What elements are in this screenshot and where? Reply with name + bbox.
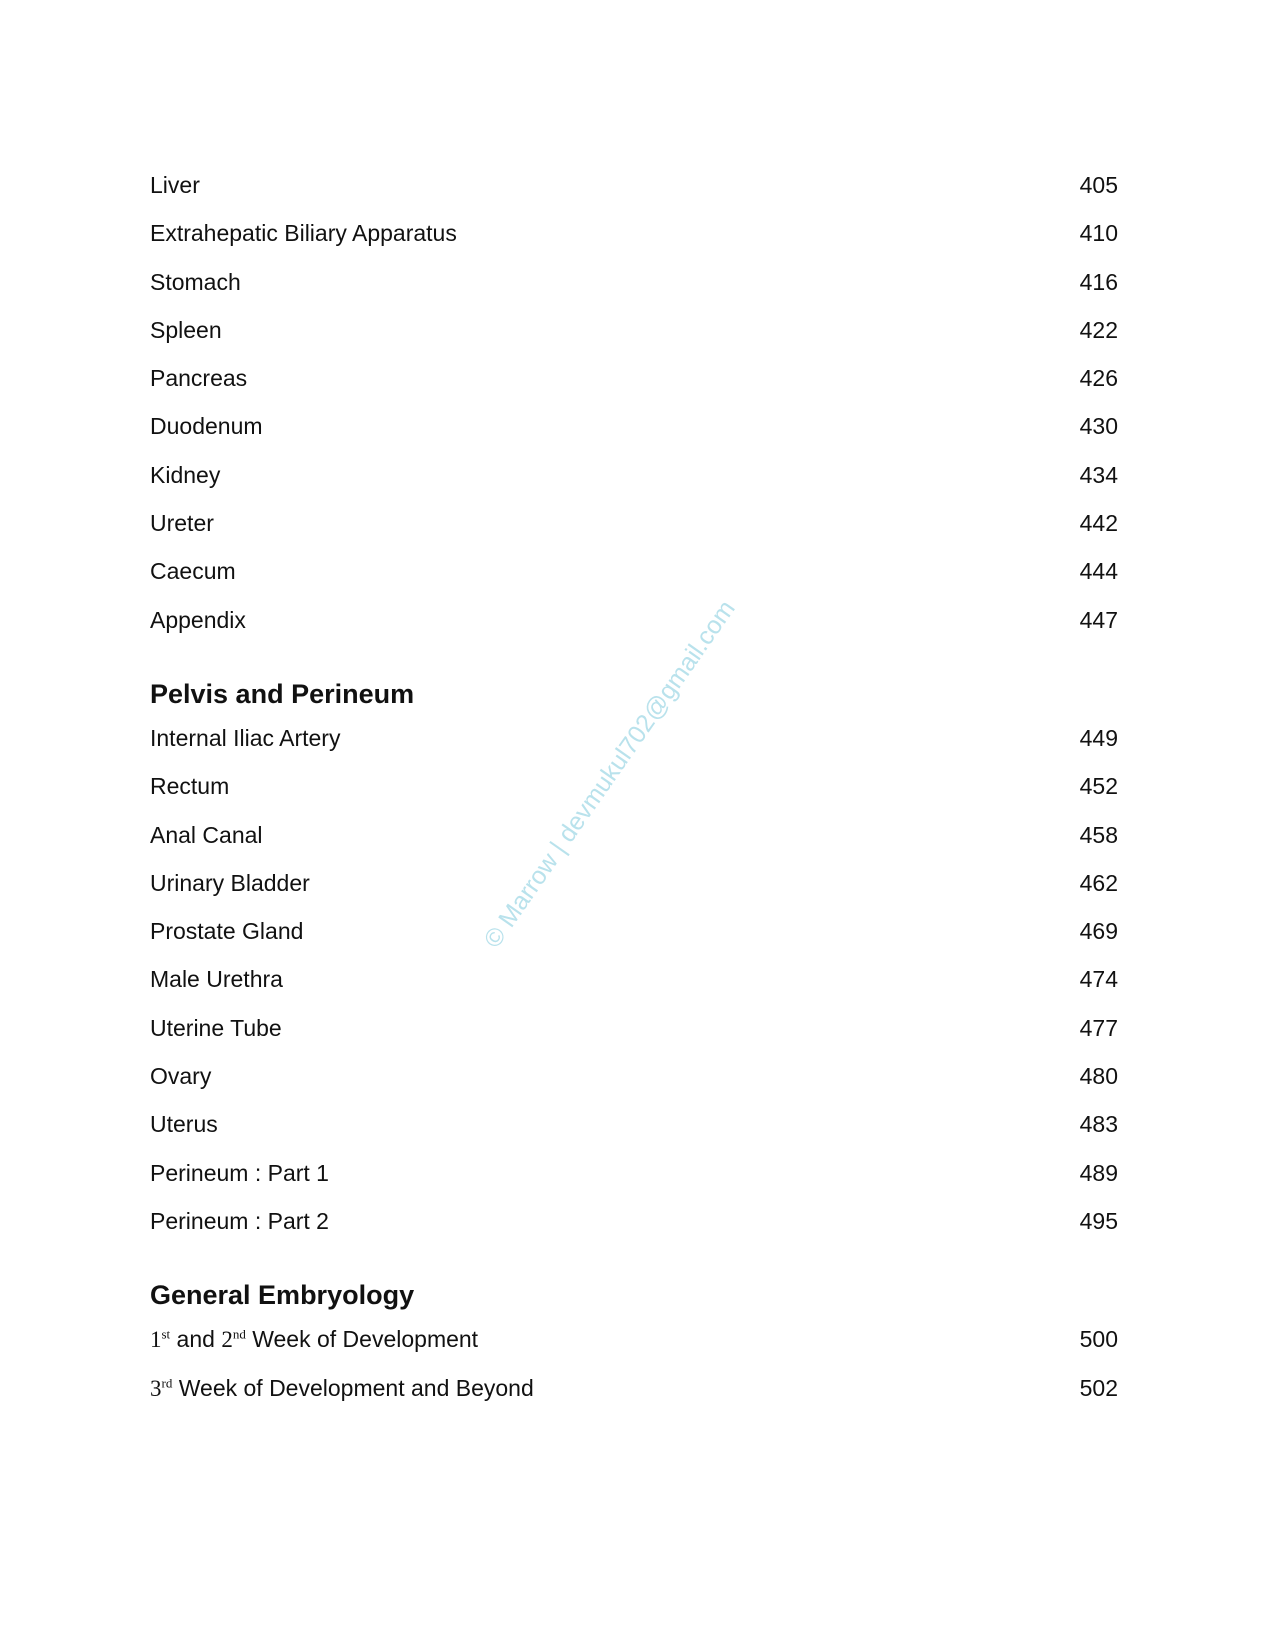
toc-entry-title-part: Week of Development bbox=[245, 1326, 479, 1353]
toc-entry[interactable] bbox=[150, 1326, 1118, 1374]
toc-entry[interactable] bbox=[150, 510, 1118, 558]
toc-entry-title-part: 3 bbox=[150, 1375, 162, 1401]
toc-entry[interactable] bbox=[150, 1111, 1118, 1159]
toc-entry-page: 502 bbox=[1079, 1374, 1118, 1401]
toc-entry-page: 405 bbox=[1079, 172, 1118, 198]
toc-entry-title: Ureter bbox=[150, 510, 214, 537]
toc-entry[interactable] bbox=[150, 1160, 1118, 1208]
toc-entry[interactable] bbox=[150, 1208, 1118, 1256]
toc-entry-title: Uterine Tube bbox=[150, 1014, 282, 1041]
toc-entry-page: 469 bbox=[1079, 918, 1118, 945]
toc-entry[interactable] bbox=[150, 317, 1118, 365]
toc-entry-page: 422 bbox=[1079, 316, 1118, 343]
toc-entry-page: 480 bbox=[1079, 1063, 1118, 1090]
toc-entry-page: 458 bbox=[1079, 821, 1118, 848]
toc-entry-title-part: Week of Development and Beyond bbox=[172, 1374, 534, 1401]
toc-entry-page: 410 bbox=[1079, 220, 1118, 247]
toc-entry-title: Stomach bbox=[150, 268, 241, 295]
toc-entry-title: Male Urethra bbox=[150, 966, 283, 993]
toc-entry-page: 426 bbox=[1079, 365, 1118, 392]
toc-entry[interactable] bbox=[150, 1063, 1118, 1111]
toc-entry-title-part: 2 bbox=[221, 1327, 233, 1353]
toc-entry-page: 430 bbox=[1079, 413, 1118, 440]
toc-entry-page: 495 bbox=[1079, 1207, 1118, 1234]
toc-entry[interactable] bbox=[150, 365, 1118, 413]
toc-entry-title: Duodenum bbox=[150, 413, 263, 440]
toc-entry[interactable] bbox=[150, 607, 1118, 655]
toc-entry[interactable] bbox=[150, 966, 1118, 1014]
section-heading: General Embryology bbox=[150, 1280, 415, 1311]
toc-entry[interactable] bbox=[150, 918, 1118, 966]
toc-entry-title: Perineum : Part 1 bbox=[150, 1159, 329, 1186]
toc-entry-title: Internal Iliac Artery bbox=[150, 724, 341, 751]
toc-entry[interactable] bbox=[150, 870, 1118, 918]
toc-entry-page: 447 bbox=[1079, 606, 1118, 633]
toc-entry[interactable] bbox=[150, 1015, 1118, 1063]
toc-entry-page: 477 bbox=[1079, 1014, 1118, 1041]
toc-entry-title-part: 1 bbox=[150, 1327, 162, 1353]
toc-entry[interactable] bbox=[150, 1375, 1118, 1423]
toc-entry-page: 442 bbox=[1079, 510, 1118, 537]
toc-entry[interactable] bbox=[150, 558, 1118, 606]
toc-entry-page: 452 bbox=[1079, 773, 1118, 800]
toc-entry-page: 434 bbox=[1079, 461, 1118, 488]
toc-entry[interactable] bbox=[150, 269, 1118, 317]
toc-entry[interactable] bbox=[150, 725, 1118, 773]
toc-entry-title-part: rd bbox=[161, 1374, 173, 1390]
section-heading: Pelvis and Perineum bbox=[150, 678, 415, 709]
toc-section bbox=[150, 172, 1118, 655]
watermark: © Marrow | devmukul702@gmail.com bbox=[478, 595, 741, 954]
toc-entry-title: Pancreas bbox=[150, 365, 248, 392]
toc-entry[interactable] bbox=[150, 822, 1118, 870]
toc-entry[interactable] bbox=[150, 773, 1118, 821]
toc-entry[interactable] bbox=[150, 172, 1118, 220]
toc-entry-title: Ovary bbox=[150, 1063, 212, 1090]
toc-entry-page: 444 bbox=[1079, 558, 1118, 585]
toc-entry-title-part: nd bbox=[232, 1326, 246, 1342]
toc-entry-title: Urinary Bladder bbox=[150, 869, 310, 896]
toc-entry-title: Spleen bbox=[150, 316, 222, 343]
toc-section bbox=[150, 679, 1118, 1256]
toc-entry-title: Appendix bbox=[150, 606, 246, 633]
toc-entry-title: Liver bbox=[150, 172, 200, 198]
toc-entry-title: Uterus bbox=[150, 1111, 218, 1138]
toc-entry-title: Caecum bbox=[150, 558, 236, 585]
toc-entry-page: 416 bbox=[1079, 268, 1118, 295]
toc-entry-title: Prostate Gland bbox=[150, 918, 304, 945]
toc-entry-title: Rectum bbox=[150, 773, 230, 800]
toc-entry-title bbox=[150, 1326, 478, 1353]
toc-entry-title: Perineum : Part 2 bbox=[150, 1207, 329, 1234]
toc-entry-page: 500 bbox=[1079, 1326, 1118, 1353]
toc-entry-title: Extrahepatic Biliary Apparatus bbox=[150, 220, 457, 247]
toc-entry-page: 489 bbox=[1079, 1159, 1118, 1186]
toc-entry[interactable] bbox=[150, 462, 1118, 510]
toc-entry-title: Kidney bbox=[150, 461, 221, 488]
toc-entry-title-part: st bbox=[161, 1326, 171, 1342]
toc-entry-page: 474 bbox=[1079, 966, 1118, 993]
toc-entry-page: 449 bbox=[1079, 724, 1118, 751]
toc-entry-title bbox=[150, 1375, 534, 1402]
toc-entry-page: 483 bbox=[1079, 1111, 1118, 1138]
toc-entry[interactable] bbox=[150, 413, 1118, 461]
toc-entry-title: Anal Canal bbox=[150, 821, 263, 848]
toc-entry-page: 462 bbox=[1079, 869, 1118, 896]
toc-section bbox=[150, 1280, 1118, 1423]
toc-entry-title-part: and bbox=[170, 1326, 222, 1353]
toc-entry[interactable] bbox=[150, 220, 1118, 268]
table-of-contents bbox=[150, 172, 1118, 1423]
